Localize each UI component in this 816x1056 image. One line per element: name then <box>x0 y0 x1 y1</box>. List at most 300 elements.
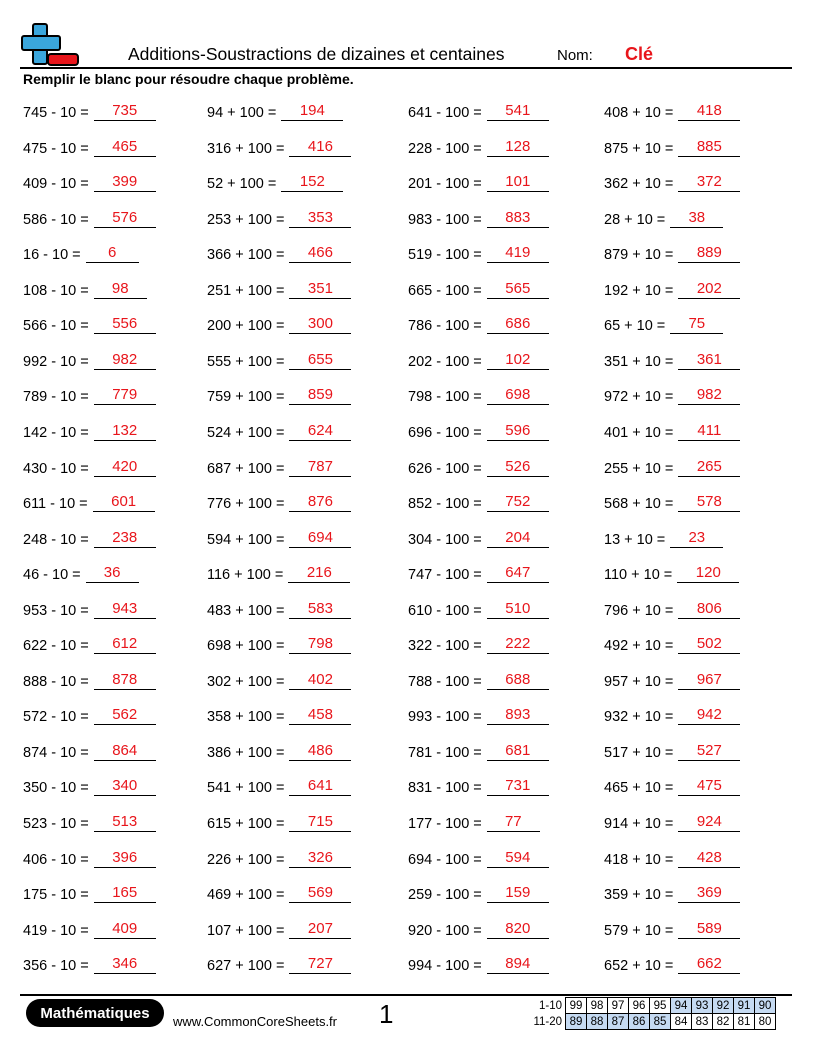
problem-expression: 401 + 10 = <box>604 424 674 441</box>
answer-blank: 688 <box>487 671 549 690</box>
answer-blank: 36 <box>86 564 139 583</box>
answer-blank: 942 <box>678 706 740 725</box>
problem-expression: 932 + 10 = <box>604 709 674 726</box>
answer-blank: 527 <box>678 742 740 761</box>
problem-item <box>408 310 549 334</box>
answer-blank: 77 <box>487 813 540 832</box>
instructions: Remplir le blanc pour résoudre chaque problème. <box>23 71 354 87</box>
problem-expression: 698 + 100 = <box>207 638 285 655</box>
answer-blank: 893 <box>487 706 549 725</box>
answer-blank: 202 <box>678 280 740 299</box>
problem-expression: 747 - 100 = <box>408 567 482 584</box>
problem-item <box>604 844 740 868</box>
problem-item <box>23 737 156 761</box>
score-cell: 89 <box>566 1014 587 1030</box>
answer-blank: 624 <box>289 422 351 441</box>
score-cell: 96 <box>629 998 650 1014</box>
problem-item <box>604 559 739 583</box>
problem-item <box>207 239 351 263</box>
problem-expression: 409 - 10 = <box>23 176 89 193</box>
problem-item <box>207 844 351 868</box>
problem-expression: 519 - 100 = <box>408 247 482 264</box>
answer-blank: 486 <box>289 742 351 761</box>
problem-expression: 626 - 100 = <box>408 460 482 477</box>
problem-item <box>408 595 549 619</box>
problem-item <box>23 133 156 157</box>
problem-expression: 418 + 10 = <box>604 851 674 868</box>
answer-blank: 681 <box>487 742 549 761</box>
problem-item <box>23 772 156 796</box>
problem-expression: 200 + 100 = <box>207 318 285 335</box>
score-cell: 91 <box>734 998 755 1014</box>
problem-item <box>207 133 351 157</box>
answer-blank: 399 <box>94 173 156 192</box>
answer-blank: 647 <box>487 564 549 583</box>
problem-expression: 972 + 10 = <box>604 389 674 406</box>
answer-blank: 101 <box>487 173 549 192</box>
answer-blank: 864 <box>94 742 156 761</box>
problem-item <box>408 381 549 405</box>
problem-expression: 469 + 100 = <box>207 887 285 904</box>
answer-blank: 204 <box>487 529 549 548</box>
problem-expression: 386 + 100 = <box>207 744 285 761</box>
problem-item <box>408 879 549 903</box>
answer-blank: 752 <box>487 493 549 512</box>
problem-expression: 920 - 100 = <box>408 922 482 939</box>
answer-blank: 601 <box>93 493 155 512</box>
problem-item <box>408 915 549 939</box>
score-table <box>528 997 776 1030</box>
answer-blank: 458 <box>289 706 351 725</box>
answer-blank: 876 <box>289 493 351 512</box>
answer-blank: 194 <box>281 102 343 121</box>
answer-blank: 859 <box>289 386 351 405</box>
answer-blank: 132 <box>94 422 156 441</box>
problem-item <box>23 346 156 370</box>
problem-expression: 993 - 100 = <box>408 709 482 726</box>
problem-expression: 788 - 100 = <box>408 673 482 690</box>
score-cell: 95 <box>650 998 671 1014</box>
problem-item <box>408 168 549 192</box>
answer-blank: 662 <box>678 955 740 974</box>
problem-expression: 523 - 10 = <box>23 816 89 832</box>
problem-expression: 914 + 10 = <box>604 816 674 832</box>
problem-expression: 110 + 10 = <box>604 567 673 584</box>
problem-item <box>23 97 156 121</box>
problem-item <box>604 595 740 619</box>
problem-item <box>408 97 549 121</box>
problem-item <box>408 844 549 868</box>
problem-expression: 248 - 10 = <box>23 531 89 548</box>
problem-item <box>23 844 156 868</box>
problem-expression: 359 + 10 = <box>604 887 674 904</box>
problem-item <box>207 737 351 761</box>
problem-item <box>207 915 351 939</box>
problem-item <box>207 381 351 405</box>
problem-item <box>23 204 156 228</box>
problem-expression: 465 + 10 = <box>604 780 674 797</box>
problem-expression: 874 - 10 = <box>23 744 89 761</box>
score-cell: 83 <box>692 1014 713 1030</box>
answer-blank: 23 <box>670 529 723 548</box>
answer-blank: 326 <box>289 849 351 868</box>
problem-item <box>408 701 549 725</box>
problem-item <box>604 915 740 939</box>
problem-expression: 831 - 100 = <box>408 780 482 797</box>
problem-expression: 142 - 10 = <box>23 424 89 441</box>
answer-blank: 715 <box>289 813 351 832</box>
score-cell: 92 <box>713 998 734 1014</box>
problem-item <box>408 204 549 228</box>
problem-item <box>604 666 740 690</box>
answer-blank: 396 <box>94 849 156 868</box>
answer-blank: 641 <box>289 777 351 796</box>
problem-expression: 665 - 100 = <box>408 282 482 299</box>
score-range-label: 11-20 <box>533 1015 562 1028</box>
answer-blank: 222 <box>487 635 549 654</box>
problem-item <box>207 524 351 548</box>
answer-blank: 883 <box>487 209 549 228</box>
answer-blank: 982 <box>678 386 740 405</box>
problem-expression: 419 - 10 = <box>23 922 89 939</box>
answer-blank: 982 <box>94 351 156 370</box>
problem-expression: 107 + 100 = <box>207 922 285 939</box>
problem-expression: 28 + 10 = <box>604 211 666 228</box>
problem-expression: 586 - 10 = <box>23 211 89 228</box>
problem-expression: 255 + 10 = <box>604 460 674 477</box>
answer-blank: 686 <box>487 315 549 334</box>
problem-item <box>23 168 156 192</box>
problem-expression: 116 + 100 = <box>207 567 284 584</box>
answer-blank: 583 <box>289 600 351 619</box>
problem-item <box>604 133 740 157</box>
problem-expression: 622 - 10 = <box>23 638 89 655</box>
answer-blank: 596 <box>487 422 549 441</box>
answer-blank: 411 <box>678 422 740 441</box>
score-row <box>528 1014 776 1030</box>
problem-item <box>408 950 549 974</box>
problem-expression: 798 - 100 = <box>408 389 482 406</box>
problem-expression: 177 - 100 = <box>408 816 482 832</box>
problem-expression: 627 + 100 = <box>207 958 285 975</box>
problem-item <box>23 524 156 548</box>
score-cell: 84 <box>671 1014 692 1030</box>
problem-item <box>207 204 351 228</box>
problem-expression: 52 + 100 = <box>207 176 277 193</box>
problem-expression: 745 - 10 = <box>23 105 89 121</box>
score-cell: 81 <box>734 1014 755 1030</box>
problem-item <box>23 595 156 619</box>
answer-blank: 207 <box>289 920 351 939</box>
problem-expression: 94 + 100 = <box>207 105 277 121</box>
answer-blank: 820 <box>487 920 549 939</box>
problem-item <box>207 488 351 512</box>
problem-item <box>408 666 549 690</box>
answer-blank: 698 <box>487 386 549 405</box>
problem-item <box>207 808 351 832</box>
problem-expression: 555 + 100 = <box>207 353 285 370</box>
problem-expression: 253 + 100 = <box>207 211 285 228</box>
problem-item <box>408 488 549 512</box>
problem-expression: 957 + 10 = <box>604 673 674 690</box>
problem-expression: 953 - 10 = <box>23 602 89 619</box>
answer-blank: 340 <box>94 777 156 796</box>
problem-item <box>408 417 549 441</box>
answer-blank: 102 <box>487 351 549 370</box>
problem-item <box>207 772 351 796</box>
answer-blank: 75 <box>670 315 723 334</box>
problem-item <box>207 559 350 583</box>
problem-expression: 13 + 10 = <box>604 531 666 548</box>
score-cell: 80 <box>755 1014 776 1030</box>
score-cell: 94 <box>671 998 692 1014</box>
problem-item <box>604 275 740 299</box>
answer-blank: 351 <box>289 280 351 299</box>
problem-item <box>604 310 723 334</box>
problem-item <box>207 168 343 192</box>
answer-blank: 578 <box>678 493 740 512</box>
answer-blank: 594 <box>487 849 549 868</box>
problem-expression: 362 + 10 = <box>604 176 674 193</box>
answer-blank: 159 <box>487 884 549 903</box>
problem-item <box>604 950 740 974</box>
answer-blank: 513 <box>94 813 156 832</box>
problem-item <box>604 488 740 512</box>
answer-blank: 967 <box>678 671 740 690</box>
problem-expression: 994 - 100 = <box>408 958 482 975</box>
answer-blank: 889 <box>678 244 740 263</box>
answer-blank: 541 <box>487 102 549 121</box>
problem-expression: 226 + 100 = <box>207 851 285 868</box>
problem-item <box>207 879 351 903</box>
answer-blank: 361 <box>678 351 740 370</box>
answer-blank: 98 <box>94 280 147 299</box>
score-row <box>528 998 776 1014</box>
problem-expression: 302 + 100 = <box>207 673 285 690</box>
problem-item <box>207 701 351 725</box>
problem-expression: 175 - 10 = <box>23 887 89 904</box>
problem-item <box>408 239 549 263</box>
answer-blank: 265 <box>678 458 740 477</box>
answer-blank: 465 <box>94 138 156 157</box>
problem-expression: 430 - 10 = <box>23 460 89 477</box>
problem-expression: 408 + 10 = <box>604 105 674 121</box>
answer-blank: 779 <box>94 386 156 405</box>
answer-blank: 694 <box>289 529 351 548</box>
problem-item <box>23 381 156 405</box>
score-cell: 87 <box>608 1014 629 1030</box>
problem-expression: 759 + 100 = <box>207 389 285 406</box>
answer-blank: 731 <box>487 777 549 796</box>
problem-expression: 259 - 100 = <box>408 887 482 904</box>
problem-expression: 406 - 10 = <box>23 851 89 868</box>
answer-blank: 238 <box>94 529 156 548</box>
answer-blank: 420 <box>94 458 156 477</box>
problem-item <box>408 559 549 583</box>
answer-blank: 416 <box>289 138 351 157</box>
problem-expression: 483 + 100 = <box>207 602 285 619</box>
answer-blank: 556 <box>94 315 156 334</box>
problem-expression: 572 - 10 = <box>23 709 89 726</box>
problem-expression: 524 + 100 = <box>207 424 285 441</box>
problem-item <box>23 559 139 583</box>
score-cell: 88 <box>587 1014 608 1030</box>
problem-expression: 492 + 10 = <box>604 638 674 655</box>
answer-blank: 943 <box>94 600 156 619</box>
answer-blank: 569 <box>289 884 351 903</box>
answer-blank: 152 <box>281 173 343 192</box>
problem-expression: 566 - 10 = <box>23 318 89 335</box>
problem-item <box>604 737 740 761</box>
problem-item <box>604 168 740 192</box>
problem-item <box>23 275 147 299</box>
score-cell: 82 <box>713 1014 734 1030</box>
score-cell: 90 <box>755 998 776 1014</box>
score-cell: 98 <box>587 998 608 1014</box>
problem-item <box>604 524 723 548</box>
answer-blank: 418 <box>678 102 740 121</box>
problem-item <box>604 417 740 441</box>
answer-blank: 502 <box>678 635 740 654</box>
score-range-label: 1-10 <box>538 999 562 1012</box>
problem-item <box>207 630 351 654</box>
problem-item <box>408 772 549 796</box>
problem-expression: 776 + 100 = <box>207 496 285 513</box>
problem-expression: 350 - 10 = <box>23 780 89 797</box>
problem-expression: 475 - 10 = <box>23 140 89 157</box>
answer-blank: 735 <box>94 102 156 121</box>
answer-key-label: Clé <box>625 44 654 64</box>
footer-divider <box>20 994 792 996</box>
problem-expression: 641 - 100 = <box>408 105 482 121</box>
problem-item <box>604 879 740 903</box>
answer-blank: 526 <box>487 458 549 477</box>
problem-item <box>604 204 723 228</box>
problem-item <box>23 488 155 512</box>
problem-item <box>207 310 351 334</box>
answer-blank: 806 <box>678 600 740 619</box>
answer-blank: 878 <box>94 671 156 690</box>
problem-expression: 789 - 10 = <box>23 389 89 406</box>
problem-item <box>408 808 540 832</box>
problem-expression: 201 - 100 = <box>408 176 482 193</box>
problem-item <box>23 239 139 263</box>
problem-item <box>23 630 156 654</box>
answer-blank: 372 <box>678 173 740 192</box>
answer-blank: 924 <box>678 813 740 832</box>
score-cell: 97 <box>608 998 629 1014</box>
problem-item <box>23 879 156 903</box>
problem-item <box>408 133 549 157</box>
score-cell: 86 <box>629 1014 650 1030</box>
problem-item <box>207 275 351 299</box>
problem-item <box>408 275 549 299</box>
problem-expression: 16 - 10 = <box>23 247 81 264</box>
answer-blank: 419 <box>487 244 549 263</box>
answer-blank: 562 <box>94 706 156 725</box>
problem-item <box>23 666 156 690</box>
answer-blank: 576 <box>94 209 156 228</box>
answer-blank: 466 <box>289 244 351 263</box>
answer-blank: 6 <box>86 244 139 263</box>
problem-item <box>207 950 351 974</box>
problem-expression: 687 + 100 = <box>207 460 285 477</box>
answer-blank: 346 <box>94 955 156 974</box>
answer-blank: 894 <box>487 955 549 974</box>
answer-blank: 612 <box>94 635 156 654</box>
problem-expression: 594 + 100 = <box>207 531 285 548</box>
problem-item <box>23 808 156 832</box>
problem-item <box>23 310 156 334</box>
answer-blank: 165 <box>94 884 156 903</box>
problem-item <box>604 97 740 121</box>
problem-item <box>23 950 156 974</box>
problem-expression: 304 - 100 = <box>408 531 482 548</box>
problem-item <box>604 630 740 654</box>
answer-blank: 787 <box>289 458 351 477</box>
problem-item <box>604 701 740 725</box>
problem-expression: 786 - 100 = <box>408 318 482 335</box>
problem-item <box>408 346 549 370</box>
problem-item <box>604 772 740 796</box>
answer-blank: 409 <box>94 920 156 939</box>
problem-item <box>207 97 343 121</box>
problem-expression: 781 - 100 = <box>408 744 482 761</box>
problem-expression: 992 - 10 = <box>23 353 89 370</box>
problem-item <box>408 524 549 548</box>
problem-item <box>408 453 549 477</box>
answer-blank: 510 <box>487 600 549 619</box>
problem-expression: 796 + 10 = <box>604 602 674 619</box>
problem-item <box>604 346 740 370</box>
answer-blank: 589 <box>678 920 740 939</box>
problem-expression: 366 + 100 = <box>207 247 285 264</box>
answer-blank: 216 <box>288 564 350 583</box>
problem-item <box>23 453 156 477</box>
problem-expression: 694 - 100 = <box>408 851 482 868</box>
problem-expression: 108 - 10 = <box>23 282 89 299</box>
answer-blank: 120 <box>677 564 739 583</box>
problem-item <box>408 630 549 654</box>
problem-expression: 351 + 10 = <box>604 353 674 370</box>
problem-expression: 652 + 10 = <box>604 958 674 975</box>
answer-blank: 300 <box>289 315 351 334</box>
problem-expression: 192 + 10 = <box>604 282 674 299</box>
problem-item <box>23 701 156 725</box>
site-url: www.CommonCoreSheets.fr <box>173 1014 337 1029</box>
page-number: 1 <box>379 999 394 1029</box>
problem-expression: 322 - 100 = <box>408 638 482 655</box>
problem-expression: 46 - 10 = <box>23 567 81 584</box>
problem-expression: 879 + 10 = <box>604 247 674 264</box>
score-cell: 99 <box>566 998 587 1014</box>
problem-expression: 852 - 100 = <box>408 496 482 513</box>
answer-blank: 428 <box>678 849 740 868</box>
problem-expression: 696 - 100 = <box>408 424 482 441</box>
problem-expression: 541 + 100 = <box>207 780 285 797</box>
problem-expression: 65 + 10 = <box>604 318 666 335</box>
problem-expression: 356 - 10 = <box>23 958 89 975</box>
problem-expression: 316 + 100 = <box>207 140 285 157</box>
problem-item <box>207 453 351 477</box>
problem-expression: 568 + 10 = <box>604 496 674 513</box>
answer-blank: 38 <box>670 209 723 228</box>
brand-badge: Mathématiques <box>26 999 164 1027</box>
problem-expression: 611 - 10 = <box>23 496 88 513</box>
problem-item <box>207 666 351 690</box>
answer-blank: 798 <box>289 635 351 654</box>
score-cell: 85 <box>650 1014 671 1030</box>
